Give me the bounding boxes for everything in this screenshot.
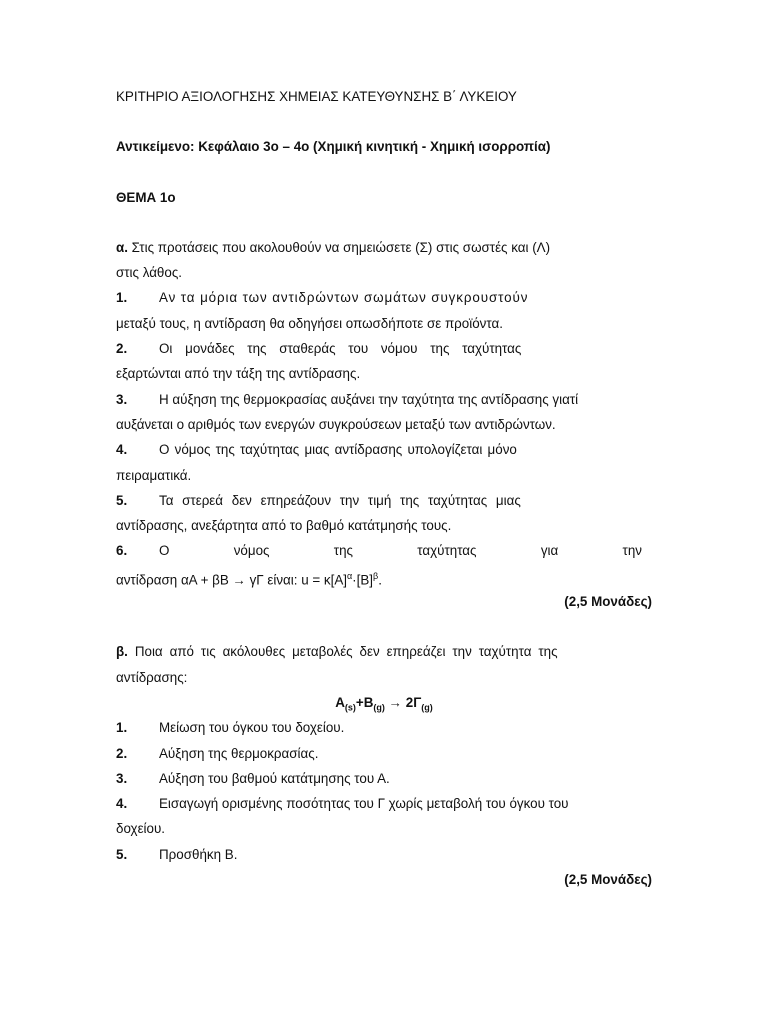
eq-state-g1: (g) [373, 702, 385, 713]
part-b-letter: β. [116, 644, 128, 660]
item-text: Μείωση του όγκου του δοχείου. [159, 720, 345, 736]
item-number: 4. [116, 796, 128, 812]
item-text: Ο νόμος της ταχύτητας μιας αντίδρασης υπολογίζεται μόνο [159, 442, 517, 458]
item-word: ταχύτητας [417, 543, 477, 559]
item-text: Αν τα μόρια των αντιδρώντων σωμάτων συγκρουστούν [159, 290, 529, 306]
part-b-item-3 [116, 766, 652, 791]
theme-heading: ΘΕΜΑ 1ο [116, 189, 176, 205]
part-a-item-5-cont: αντίδρασης, ανεξάρτητα από το βαθμό κατάτμησής τους. [116, 518, 452, 534]
subject-line: Αντικείμενο: Κεφάλαιο 3ο – 4ο (Χημική κινητική - Χημική ισορροπία) [116, 139, 551, 155]
item-text: Αύξηση του βαθμού κατάτμησης του Α. [159, 770, 390, 786]
item-number: 1. [116, 720, 128, 736]
item-text: Οι μονάδες της σταθεράς του νόμου της ταχύτητας [159, 341, 522, 357]
document-title: ΚΡΙΤΗΡΙΟ ΑΞΙΟΛΟΓΗΣΗΣ ΧΗΜΕΙΑΣ ΚΑΤΕΥΘΥΝΣΗΣ Β΄ ΛΥΚΕΙΟΥ [116, 89, 517, 104]
item-number: 4. [116, 442, 128, 458]
part-b-marks: (2,5 Μονάδες) [564, 872, 652, 888]
eq-a: Α [335, 694, 345, 710]
rate-law-prefix: αντίδραση αΑ + βΒ → γΓ είναι: u = κ[Α] [116, 572, 347, 588]
part-a-marks: (2,5 Μονάδες) [564, 594, 652, 610]
item-text: Η αύξηση της θερμοκρασίας αυξάνει την ταχύτητα της αντίδρασης γιατί [159, 391, 579, 407]
rate-law-mid: ·[Β] [352, 572, 374, 588]
part-a-item-2-cont: εξαρτώνται από την τάξη της αντίδρασης. [116, 366, 361, 382]
eq-arrow-product: → 2Γ [384, 694, 422, 710]
eq-state-s: (s) [344, 702, 356, 713]
part-b-intro-text: Ποια από τις ακόλουθες μεταβολές δεν επηρεάζει την ταχύτητα της [127, 644, 558, 660]
item-text: Εισαγωγή ορισμένης ποσότητας του Γ χωρίς μεταβολή του όγκου του [159, 796, 569, 812]
part-b-item-2 [116, 741, 652, 766]
item-number: 3. [116, 391, 128, 407]
part-a-item-6-cont [116, 564, 652, 589]
item-word: νόμος [233, 543, 270, 559]
eq-plus-b: +Β [355, 694, 374, 710]
item-number: 1. [116, 290, 128, 306]
item-word: την [622, 543, 642, 559]
item-number: 5. [116, 846, 128, 862]
part-a-intro-line2: στις λάθος. [116, 265, 183, 281]
rate-law-end: . [378, 572, 382, 588]
item-text: Προσθήκη Β. [159, 846, 238, 862]
part-b-intro-line2: αντίδρασης: [116, 669, 188, 685]
part-a-item-2 [116, 336, 652, 361]
part-a-item-1 [116, 285, 652, 310]
part-a-intro-text: Στις προτάσεις που ακολουθούν να σημειώσετε (Σ) στις σωστές και (Λ) [127, 239, 551, 255]
part-b-item-1 [116, 715, 652, 740]
part-a-item-1-cont: μεταξύ τους, η αντίδραση θα οδηγήσει οπωσδήποτε σε προϊόντα. [116, 315, 503, 331]
document-content [116, 84, 652, 892]
part-a-item-3-cont: αυξάνεται ο αριθμός των ενεργών συγκρούσεων μεταξύ των αντιδρώντων. [116, 416, 556, 432]
item-6-spread-line [159, 538, 652, 563]
item-number: 3. [116, 770, 128, 786]
part-a-letter: α. [116, 239, 128, 255]
exponent-alpha: α [346, 570, 353, 581]
item-number: 2. [116, 745, 128, 761]
part-a-item-4 [116, 437, 652, 462]
part-a-item-3 [116, 387, 652, 412]
item-word: Ο [159, 543, 170, 559]
part-b-item-4-cont: δοχείου. [116, 821, 166, 837]
part-b-item-5 [116, 842, 652, 867]
part-b-intro-line1 [116, 639, 652, 664]
part-b-item-4 [116, 791, 652, 816]
part-a-item-4-cont: πειραματικά. [116, 467, 192, 483]
part-a-item-6 [116, 538, 652, 563]
item-text: Αύξηση της θερμοκρασίας. [159, 745, 319, 761]
eq-state-g2: (g) [421, 702, 433, 713]
exponent-beta: β [373, 570, 379, 581]
item-number: 2. [116, 341, 128, 357]
reaction-equation [116, 690, 652, 715]
part-a-intro-line1 [116, 235, 652, 260]
item-text: Τα στερεά δεν επηρεάζουν την τιμή της ταχύτητας μιας [159, 492, 521, 508]
item-word: της [333, 543, 353, 559]
item-number: 5. [116, 492, 128, 508]
part-a-item-5 [116, 488, 652, 513]
item-number: 6. [116, 543, 128, 559]
item-word: για [540, 543, 559, 559]
